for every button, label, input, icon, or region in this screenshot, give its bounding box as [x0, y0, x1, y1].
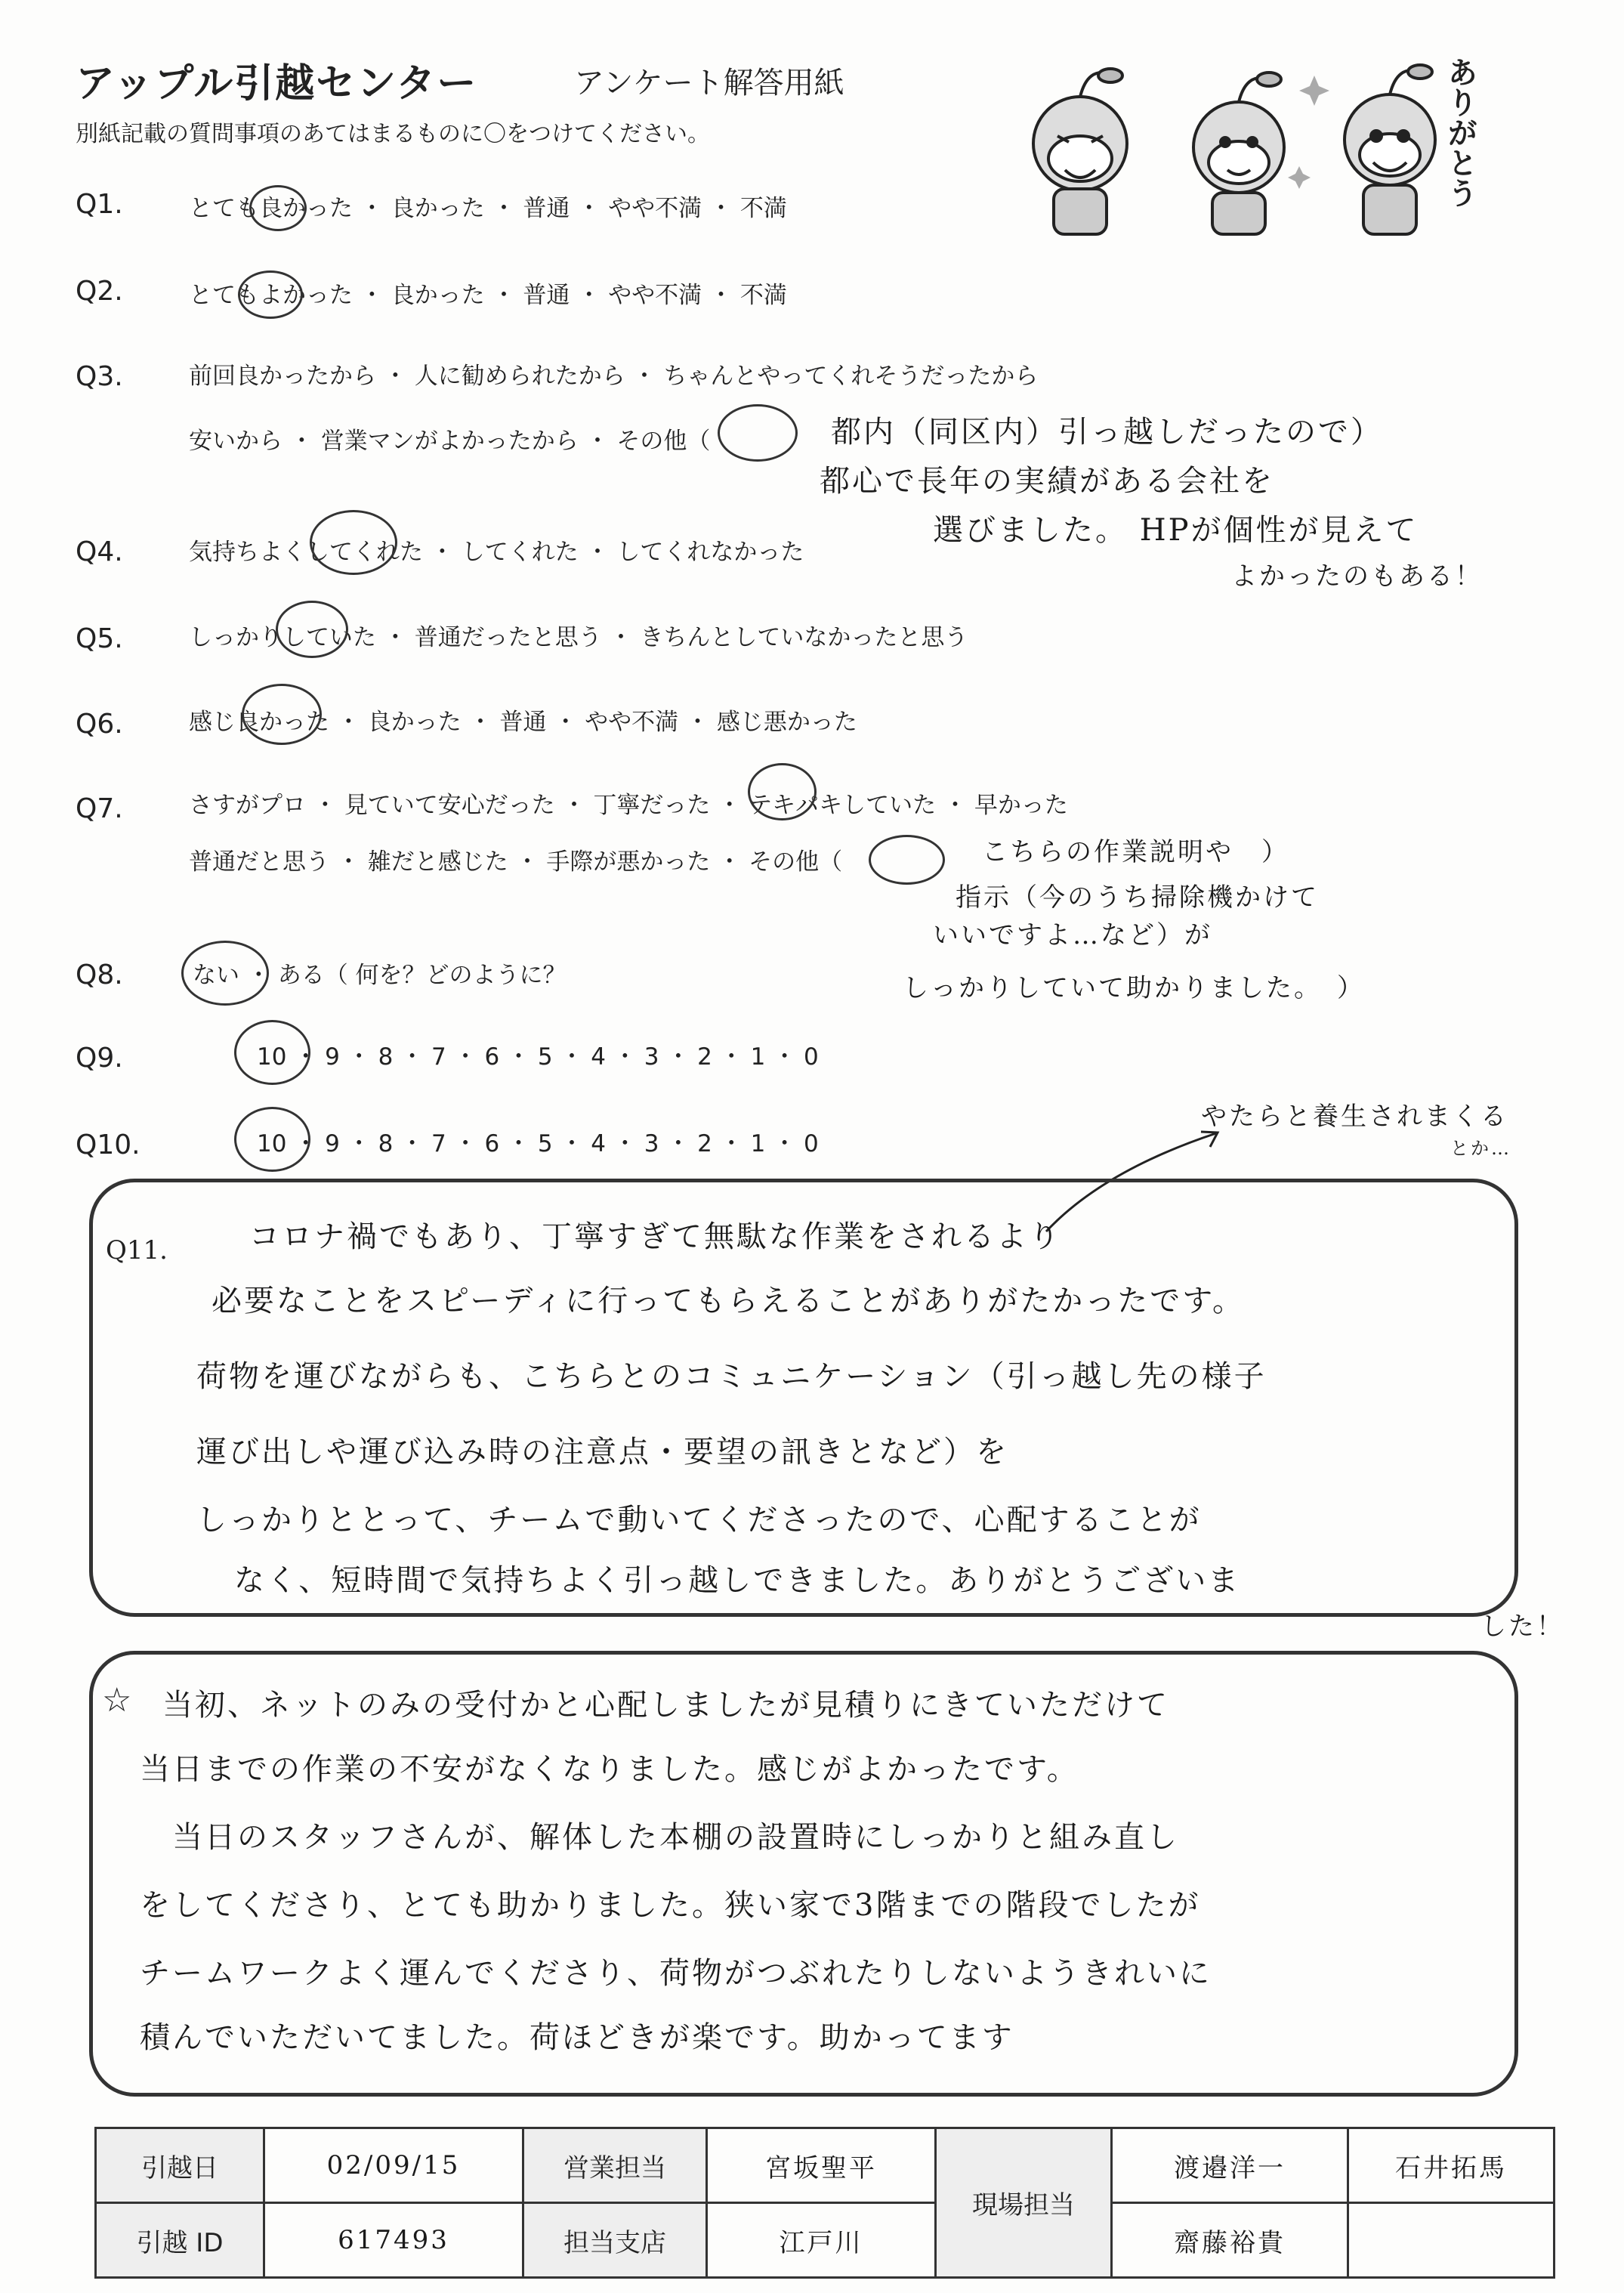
q10-handwritten-note-line2: とか… [1450, 1138, 1511, 1159]
q9-options[interactable]: 10 ・ 9 ・ 8 ・ 7 ・ 6 ・ 5 ・ 4 ・ 3 ・ 2 ・ 1 ・ 0 [257, 1043, 819, 1071]
q7-answer-circle-2 [869, 835, 945, 885]
q7-handwritten-line1: こちらの作業説明や ） [982, 837, 1289, 867]
q10-handwritten-note-line1: やたらと養生されまくる [1201, 1102, 1508, 1132]
q3-handwritten-line3: 選びました。 HPが個性が見えて [933, 513, 1419, 548]
branch-value: 江戸川 [707, 2203, 936, 2278]
site-staff-1: 渡邉洋一 [1112, 2128, 1348, 2203]
q3-options-line2[interactable]: 安いから ・ 営業マンがよかったから ・ その他（ [189, 428, 711, 455]
q4-label: Q4. [76, 536, 123, 567]
free-line6: 積んでいただいてました。荷ほどきが楽です。助かってます [140, 2020, 1014, 2055]
q9-answer-circle [234, 1020, 310, 1085]
q3-label: Q3. [76, 361, 123, 392]
q8-answer-circle [181, 941, 269, 1006]
free-line1: 当初、ネットのみの受付かと心配しましたが見積りにきていただけて [162, 1688, 1169, 1723]
q5-options[interactable]: しっかりしていた ・ 普通だったと思う ・ きちんとしていなかったと思う [189, 624, 968, 651]
company-title: アップル引越センター [76, 61, 478, 107]
q7-handwritten-line3: いいですよ…など）が [933, 920, 1212, 950]
move-id-label: 引越 ID [96, 2203, 264, 2278]
q2-answer-circle [238, 270, 303, 319]
q10-answer-circle [234, 1107, 310, 1172]
star-icon: ☆ [102, 1681, 132, 1720]
q7-handwritten-line4: しっかりしていて助かりました。 ） [903, 973, 1365, 1003]
q10-options[interactable]: 10 ・ 9 ・ 8 ・ 7 ・ 6 ・ 5 ・ 4 ・ 3 ・ 2 ・ 1 ・ 0 [257, 1130, 819, 1157]
mascot-thanks-text: ありがとう [1443, 57, 1477, 208]
sales-label: 営業担当 [523, 2128, 707, 2203]
q7-options-line2[interactable]: 普通だと思う ・ 雑だと感じた ・ 手際が悪かった ・ その他（ [189, 848, 843, 876]
instruction-text: 別紙記載の質問事項のあてはまるものに〇をつけてください。 [76, 121, 710, 147]
q3-options-line1[interactable]: 前回良かったから ・ 人に勧められたから ・ ちゃんとやってくれそうだったから [189, 363, 1039, 390]
move-id-value: 617493 [264, 2203, 523, 2278]
q11-line2: 必要なことをスピーディに行ってもらえることがありがたかったです。 [211, 1284, 1245, 1318]
free-line4: をしてくださり、とても助かりました。狭い家で3階までの階段でしたが [140, 1888, 1201, 1923]
q8-label: Q8. [76, 960, 123, 990]
move-date-value: 02/09/15 [264, 2128, 523, 2203]
q11-line3: 荷物を運びながらも、こちらとのコミュニケーション（引っ越し先の様子 [196, 1359, 1267, 1394]
q8-options[interactable]: ない ・ ある（ 何を？どのように？ [193, 962, 567, 989]
form-subtitle: アンケート解答用紙 [574, 66, 844, 100]
footer-info-table [94, 2127, 1555, 2279]
free-line5: チームワークよく運んでくださり、荷物がつぶれたりしないようきれいに [140, 1956, 1212, 1991]
site-staff-empty [1348, 2203, 1555, 2278]
site-staff-3: 齋藤裕貴 [1112, 2203, 1348, 2278]
q5-answer-circle [276, 601, 348, 658]
free-line3: 当日のスタッフさんが、解体した本棚の設置時にしっかりと組み直し [140, 1820, 1179, 1855]
q11-label: Q11. [106, 1235, 168, 1265]
q2-label: Q2. [76, 276, 123, 307]
q3-handwritten-line2: 都心で長年の実績がある会社を [820, 464, 1274, 499]
q6-options[interactable]: 感じ良かった ・ 良かった ・ 普通 ・ やや不満 ・ 感じ悪かった [189, 709, 857, 736]
q7-options-line1[interactable]: さすがプロ ・ 見ていて安心だった ・ 丁寧だった ・ テキパキしていた ・ 早かった [189, 792, 1068, 819]
q1-answer-circle [249, 185, 307, 231]
q4-answer-circle [310, 510, 397, 575]
move-date-label: 引越日 [96, 2128, 264, 2203]
q6-label: Q6. [76, 709, 123, 740]
q11-line1: コロナ禍でもあり、丁寧すぎて無駄な作業をされるより [249, 1219, 1061, 1254]
q5-label: Q5. [76, 623, 123, 654]
q3-handwritten-line4: よかったのもある！ [1231, 561, 1483, 592]
q7-label: Q7. [76, 793, 123, 824]
q11-line7: した！ [1480, 1612, 1564, 1642]
branch-label: 担当支店 [523, 2203, 707, 2278]
monkey-mascot-illustration [997, 45, 1511, 242]
q1-options[interactable]: とても良かった ・ 良かった ・ 普通 ・ やや不満 ・ 不満 [189, 195, 787, 222]
site-staff-2: 石井拓馬 [1348, 2128, 1555, 2203]
q7-handwritten-line2: 指示（今のうち掃除機かけて [956, 882, 1319, 913]
q1-label: Q1. [76, 189, 123, 220]
q4-options[interactable]: 気持ちよくしてくれた ・ してくれた ・ してくれなかった [189, 539, 804, 566]
q7-answer-circle-1 [748, 763, 817, 820]
q3-answer-circle [718, 404, 798, 462]
q6-answer-circle [242, 684, 322, 745]
q11-line4: 運び出しや運び込み時の注意点・要望の訊きとなど）を [196, 1435, 1008, 1469]
site-label: 現場担当 [936, 2128, 1112, 2278]
q11-line5: しっかりととって、チームで動いてくださったので、心配することが [196, 1503, 1202, 1537]
sales-value: 宮坂聖平 [707, 2128, 936, 2203]
q10-label: Q10. [76, 1130, 140, 1160]
q3-handwritten-line1: 都内（同区内）引っ越しだったので） [831, 415, 1383, 450]
q9-label: Q9. [76, 1043, 123, 1074]
q11-line6: なく、短時間で気持ちよく引っ越しできました。ありがとうございま [234, 1563, 1241, 1598]
free-line2: 当日までの作業の不安がなくなりました。感じがよかったです。 [140, 1752, 1079, 1787]
q2-options[interactable]: とてもよかった ・ 良かった ・ 普通 ・ やや不満 ・ 不満 [189, 282, 787, 309]
